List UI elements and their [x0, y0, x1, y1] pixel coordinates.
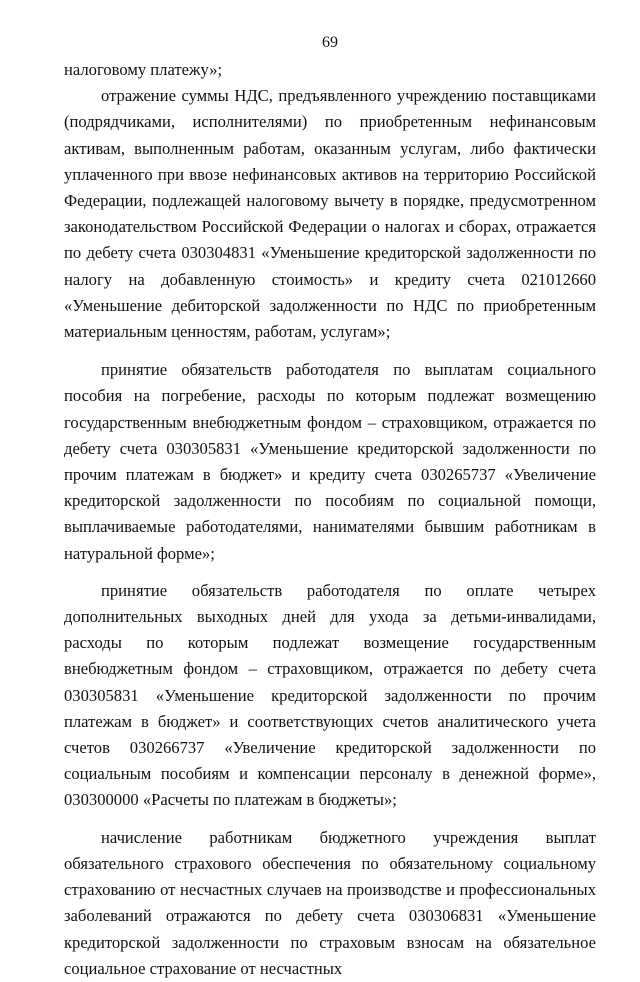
paragraph-funeral-benefit: принятие обязательств работодателя по выплатам социального пособия на погребение, расходы по которым подлежат возмещению государственным внебюджетным фондом – страховщиком, отражается по дебету счета 030305831 «Уменьшение кредиторской задолженности по прочим платежам в бюджет» и кредиту счета 030265737 «Увеличение кредиторской задолженности по пособиям по социальной помощи, выплачиваемые работодателями, нанимателями бывшим работникам в натуральной форме»; — [64, 360, 596, 563]
paragraph-disabled-children-days: принятие обязательств работодателя по оплате четырех дополнительных выходных дней для ухода за детьми-инвалидами, расходы по которым подлежат возмещение государственным внебюджетным фондом – страховщиком, отражается по дебету счета 030305831 «Уменьшение кредиторской задолженности по прочим платежам в бюджет» и соответствующих счетов аналитического учета счетов 030266737 «Увеличение кредиторской задолженности по социальным пособиям и компенсации персоналу в денежной форме», 030300000 «Расчеты по платежам в бюджеты»; — [64, 580, 596, 810]
document-body — [64, 57, 596, 982]
paragraph-continuation: налоговому платежу»; — [64, 60, 223, 79]
page-number: 69 — [322, 34, 338, 51]
paragraph-insurance-accrual: начисление работникам бюджетного учреждения выплат обязательного страхового обеспечения по обязательному социальному страхованию от несчастных случаев на производстве и профессиональных заболеваний отражаются по дебету счета 030306831 «Уменьшение кредиторской задолженности по страховым взносам на обязательное социальное страхование от несчастных — [64, 827, 596, 978]
paragraph-vat-deduction: отражение суммы НДС, предъявленного учреждению поставщиками (подрядчиками, исполнителями) по приобретенным нефинансовым активам, выполненным работам, оказанным услугам, либо фактически уплаченного при ввозе нефинансовых активов на территорию Российской Федерации, подлежащей налоговому вычету в порядке, предусмотренном законодательством Российской Федерации о налогах и сборах, отражается по дебету счета 030304831 «Уменьшение кредиторской задолженности по налогу на добавленную стоимость» и кредиту счета 021012660 «Уменьшение дебиторской задолженности по НДС по приобретенным материальным ценностям, работам, услугам»; — [64, 86, 596, 342]
